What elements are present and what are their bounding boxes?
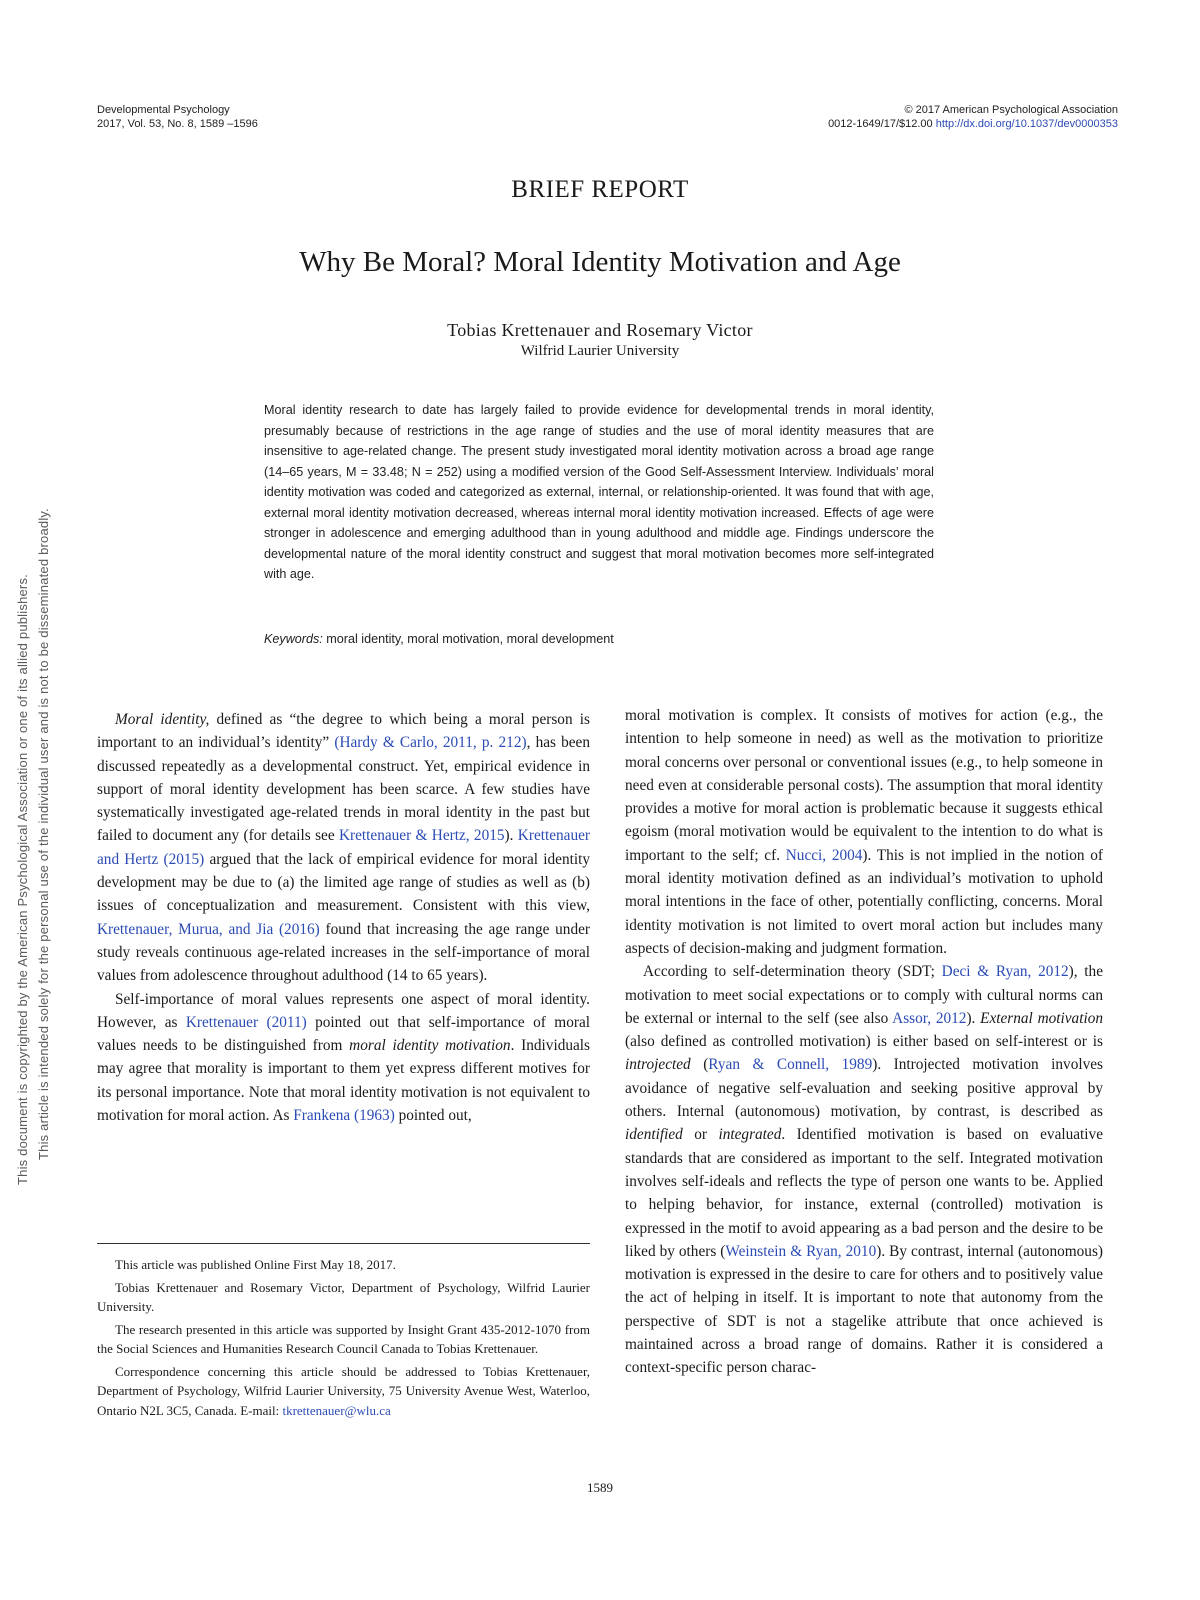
email-link[interactable]: tkrettenauer@wlu.ca [282,1402,391,1418]
citation-link[interactable]: Krettenauer, Murua, and Jia (2016) [97,920,320,938]
term-moral-identity: Moral identity, [115,711,210,728]
section-label: BRIEF REPORT [511,176,689,203]
running-header-right [828,103,1118,131]
article-authors: Tobias Krettenauer and Rosemary Victor [447,320,753,340]
term-emphasis: External motivation [980,1009,1103,1027]
citation-link[interactable]: Krettenauer and Hertz (2015) [97,827,590,868]
abstract: Moral identity research to date has largely failed to provide evidence for developmental trends in moral identity, presumably because of restrictions in the age range of studies and the use of moral identity measures that are insensitive to age-related change. The present study investigated moral identity motivation across a broad age range (14–65 years, M = 33.48; N = 252) using a modified version of the Good Self-Assessment Interview. Individuals’ moral identity motivation was coded and categorized as external, internal, or relationship-oriented. It was found that with age, external moral identity motivation decreased, whereas internal moral identity motivation increased. Effects of age were stronger in adolescence and emerging adulthood than in young adulthood and middle age. Findings underscore the developmental nature of the moral identity construct and suggest that moral motivation becomes more self-integrated with age. [264,403,934,581]
citation-link[interactable]: Weinstein & Ryan, 2010 [725,1242,877,1260]
citation-link[interactable]: Krettenauer & Hertz, 2015 [338,827,505,845]
citation-link[interactable]: Deci & Ryan, 2012 [941,963,1069,981]
footnote: This article was published Online First May 18, 2017. [115,1257,396,1272]
paragraph: Moral identity, defined as “the degree to which being a moral person is important to an individual’s identity” (Hardy & Carlo, 2011, p. 212), has been discussed repeatedly as a developmental construct. Yet, empirical evidence in support of moral identity development has been scarce. A few studies have systematically investigated age-related trends in moral identity in the past but failed to document any (for details see Krettenauer & Hertz, 2015). Krettenauer and Hertz (2015) argued that the lack of empirical evidence for moral identity development may be due to (a) the limited age range of studies as well as (b) issues of conceptualization and measurement. Consistent with this view, Krettenauer, Murua, and Jia (2016) found that increasing the age range under study reveals continuous age-related increases in the self-importance of moral values from adolescence throughout adulthood (14 to 65 years). [97,711,590,985]
copyright-line: © 2017 American Psychological Association [904,104,1118,116]
term-emphasis: identified [625,1126,683,1144]
journal-issue: 2017, Vol. 53, No. 8, 1589 –1596 [97,118,258,130]
page-number: 1589 [587,1480,613,1495]
citation-link[interactable]: Krettenauer (2011) [185,1013,307,1031]
article-title: Why Be Moral? Moral Identity Motivation and Age [299,246,901,278]
running-header-left [97,103,258,131]
term-emphasis: moral identity motivation [349,1037,511,1055]
side-copyright-notice [0,0,80,1600]
issn-doi-line [828,117,1118,131]
footnote-divider [97,1243,590,1244]
keywords-list: moral identity, moral motivation, moral development [326,632,614,646]
footnote: The research presented in this article was supported by Insight Grant 435-2012-1070 from the Social Sciences and Humanities Research Council Canada to Tobias Krettenauer. [97,1321,590,1356]
keywords-label: Keywords: [264,632,323,646]
citation-link[interactable]: Ryan & Connell, 1989 [708,1056,873,1074]
body-column-left [97,708,590,1127]
footnotes [97,1255,590,1423]
journal-name: Developmental Psychology [97,104,230,116]
term-emphasis: introjected [625,1056,691,1074]
footnote: Correspondence concerning this article should be addressed to Tobias Krettenauer, Department of Psychology, Wilfrid Laurier University, 75 University Avenue West, Waterloo, Ontario N2L 3C5, Canada. E-mail: tkrettenauer@wlu.ca [97,1363,590,1418]
paragraph: moral motivation is complex. It consists of motives for action (e.g., the intention to help someone in need) as well as the motivation to prioritize moral concerns over personal or conventional issues (e.g., to help someone in need even at considerable personal costs). The assumption that moral identity provides a motive for moral action is problematic because it suggests ethical egoism (moral motivation would be equivalent to the intention to do what is important to the self; cf. Nucci, 2004). This is not implied in the notion of moral identity motivation defined as an individual’s motivation to uphold moral intentions in the face of other, potentially conflicting, concerns. Moral identity motivation is not limited to overt moral action but includes many aspects of decision-making and judgment formation. [625,707,1103,957]
citation-link[interactable]: (Hardy & Carlo, 2011, p. 212) [334,734,527,752]
author-affiliation: Wilfrid Laurier University [520,343,680,359]
paragraph: Self-importance of moral values represents one aspect of moral identity. However, as Krettenauer (2011) pointed out that self-importance of moral values needs to be distinguished from moral identity motivation. Individuals may agree that morality is important to them yet express different motives for its personal importance. Note that moral identity motivation is not equivalent to motivation for moral action. As Frankena (1963) pointed out, [97,990,590,1125]
footnote: Tobias Krettenauer and Rosemary Victor, Department of Psychology, Wilfrid Laurier University. [97,1279,590,1314]
paragraph: According to self-determination theory (SDT; Deci & Ryan, 2012), the motivation to meet social expectations or to comply with cultural norms can be external or internal to the self (see also Assor, 2012). External motivation (also defined as controlled motivation) is either based on self-interest or is introjected (Ryan & Connell, 1989). Introjected motivation involves avoidance of negative self-evaluation and seeking positive approval by others. Internal (autonomous) motivation, by contrast, is described as identified or integrated. Identified motivation is based on evaluative standards that are considered as important to the self. Integrated motivation involves self-ideals and reflects the type of person one wants to be. Applied to helping behavior, for instance, external (controlled) motivation is expressed in the motif to avoid appearing as a bad person and the desire to be liked by others (Weinstein & Ryan, 2010). By contrast, internal (autonomous) motivation is expressed in the desire to care for others and to positively value the act of helping in itself. It is important to note that autonomy from the perspective of SDT is not a stagelike attribute that once achieved is maintained across a broad range of domains. Rather it is considered a context-specific person charac- [625,963,1103,1377]
citation-link[interactable]: Frankena (1963) [293,1107,395,1125]
term-emphasis: integrated [718,1126,782,1144]
body-column-right [625,704,1103,1380]
issn: 0012-1649/17/$12.00 [828,118,933,130]
citation-link[interactable]: Assor, 2012 [892,1009,967,1027]
doi-link[interactable]: http://dx.doi.org/10.1037/dev0000353 [935,118,1118,130]
keywords [264,629,934,649]
side-notice-line-2: This article is intended solely for the personal use of the individual user and is not to be disseminated broadly. [36,508,51,1160]
side-notice-line-1: This document is copyrighted by the American Psychological Association or one of its allied publishers. [15,574,30,1185]
citation-link[interactable]: Nucci, 2004 [785,846,863,864]
